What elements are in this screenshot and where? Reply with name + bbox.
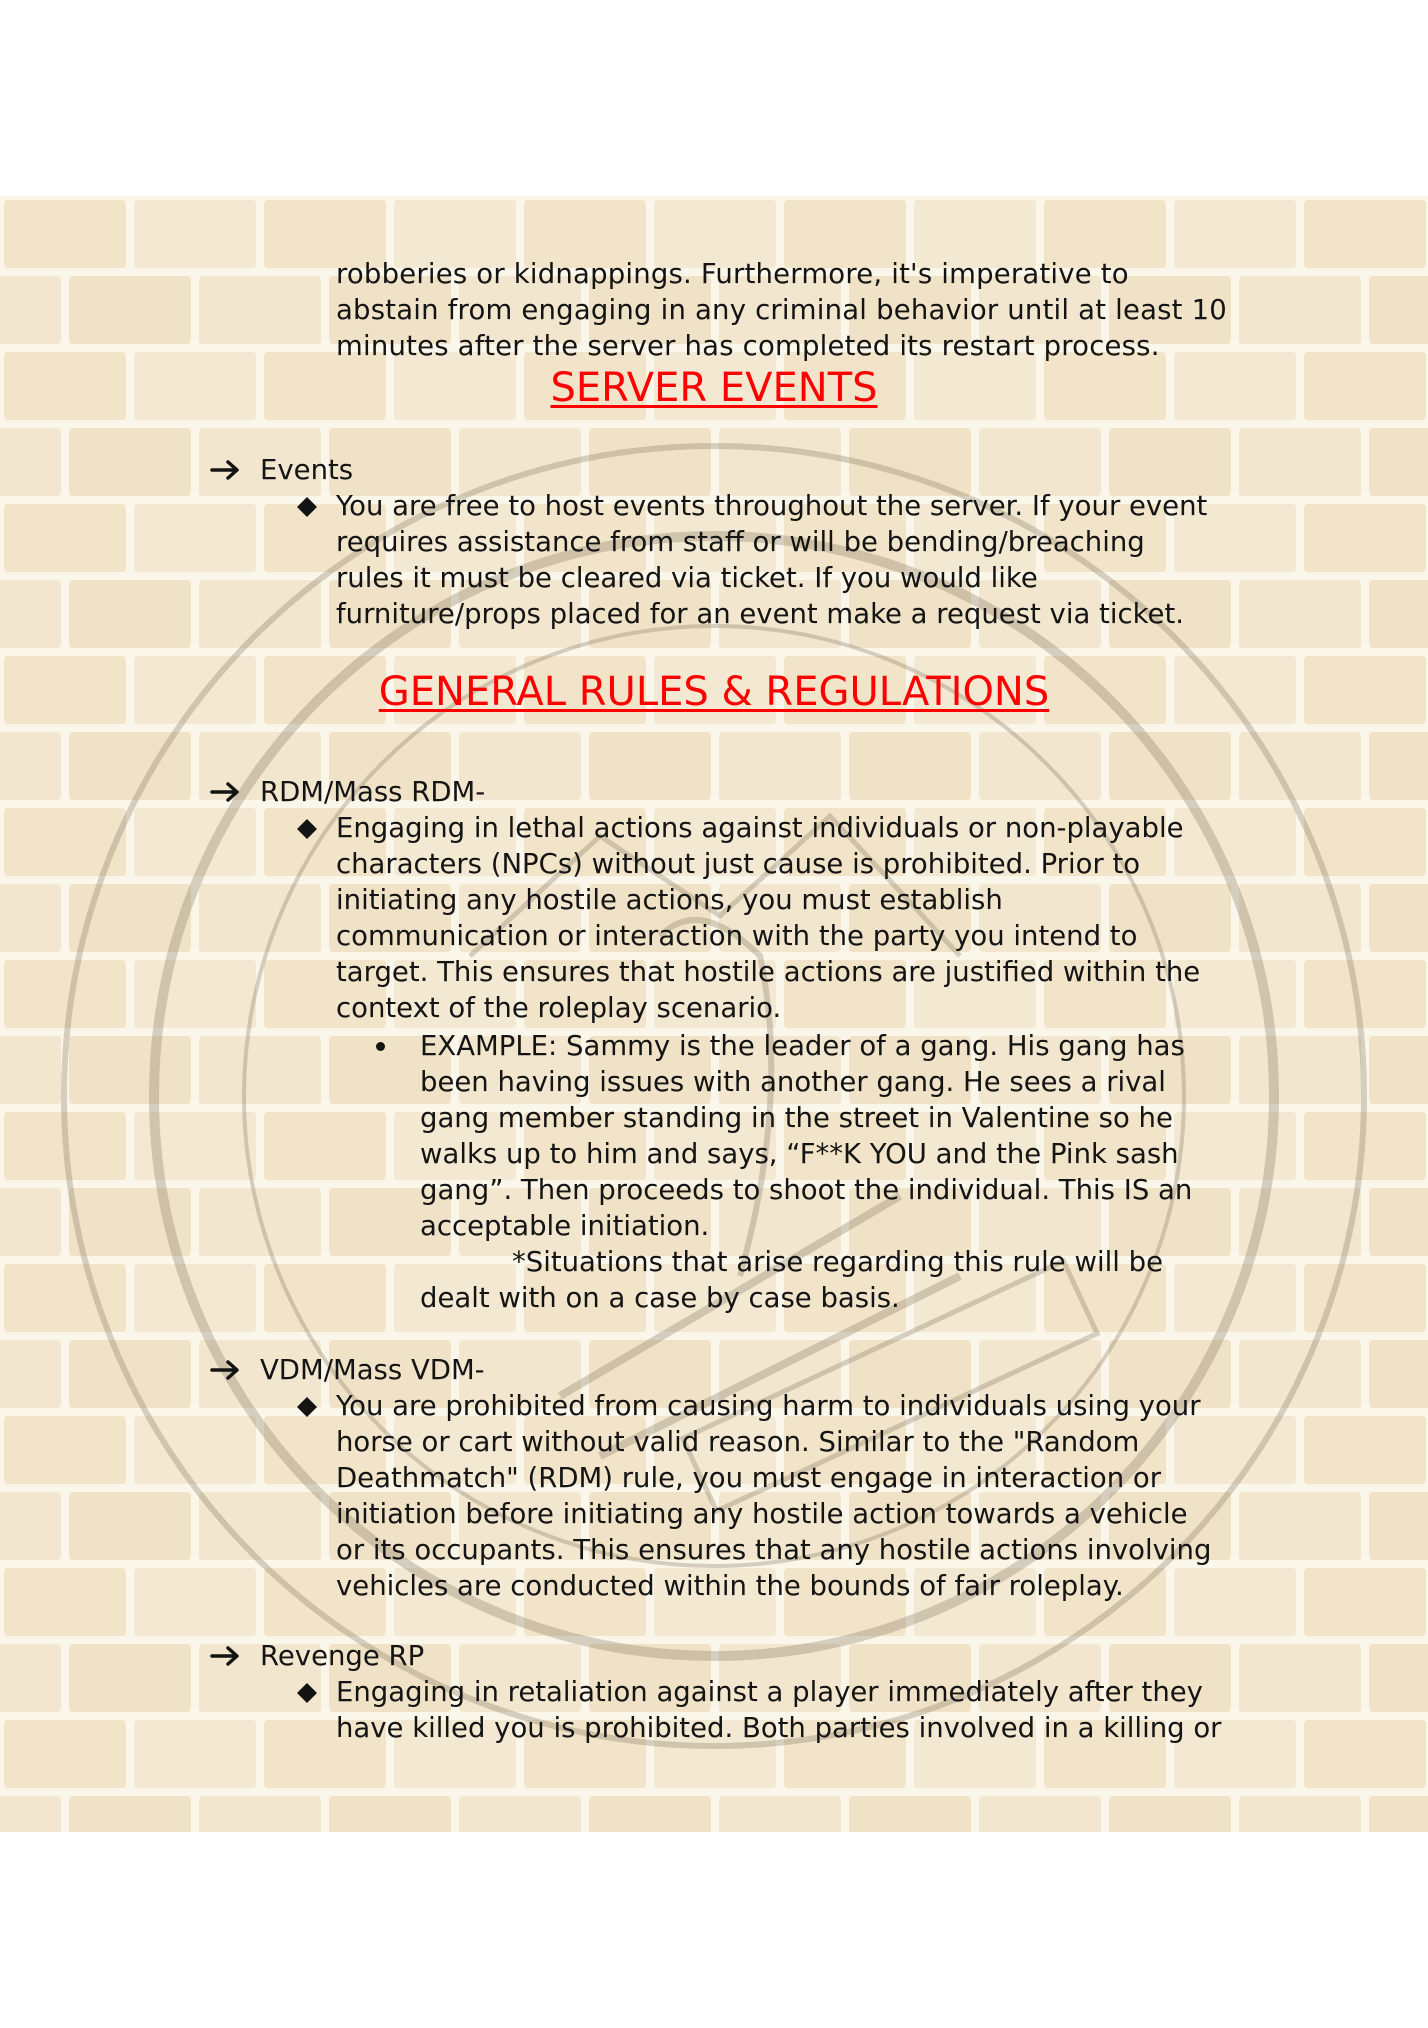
heading-server-events: SERVER EVENTS <box>550 365 878 411</box>
diamond-bullet-icon <box>296 1682 318 1704</box>
rdm-line: communication or interaction with the party you intend to <box>336 920 1138 952</box>
revenge-line: have killed you is prohibited. Both parties involved in a killing or <box>336 1712 1222 1744</box>
vdm-rule <box>296 1388 1296 1604</box>
arrow-right-icon <box>210 1359 242 1381</box>
example-line: EXAMPLE: Sammy is the leader of a gang. His gang has <box>420 1030 1185 1062</box>
dot-bullet-icon <box>376 1042 385 1051</box>
rdm-line: characters (NPCs) without just cause is prohibited. Prior to <box>336 848 1141 880</box>
intro-paragraph <box>336 256 1227 364</box>
example-line: acceptable initiation. <box>420 1210 710 1242</box>
events-rule <box>296 488 1296 632</box>
diamond-bullet-icon <box>296 818 318 840</box>
section-rdm-title <box>210 774 485 810</box>
vdm-title: VDM/Mass VDM- <box>260 1354 485 1386</box>
events-title: Events <box>260 454 354 486</box>
intro-line: minutes after the server has completed its restart process. <box>336 330 1160 362</box>
note-line: dealt with on a case by case basis. <box>420 1282 900 1314</box>
rdm-title: RDM/Mass RDM- <box>260 776 486 808</box>
intro-line: robberies or kidnappings. Furthermore, it's imperative to <box>336 258 1129 290</box>
vdm-line: or its occupants. This ensures that any hostile actions involving <box>336 1534 1212 1566</box>
events-line: rules it must be cleared via ticket. If you would like <box>336 562 1038 594</box>
rdm-example <box>376 1028 1296 1318</box>
rdm-line: Engaging in lethal actions against individuals or non-playable <box>336 812 1184 844</box>
revenge-line: Engaging in retaliation against a player immediately after they <box>336 1676 1203 1708</box>
revenge-title: Revenge RP <box>260 1640 425 1672</box>
arrow-right-icon <box>210 459 242 481</box>
diamond-bullet-icon <box>296 1396 318 1418</box>
revenge-rule <box>296 1674 1296 1746</box>
section-revenge-title <box>210 1638 424 1674</box>
note-line: *Situations that arise regarding this rule will be <box>512 1246 1163 1278</box>
heading-general-rules: GENERAL RULES & REGULATIONS <box>378 669 1050 715</box>
section-events-title <box>210 452 353 488</box>
arrow-right-icon <box>210 1645 242 1667</box>
vdm-line: Deathmatch" (RDM) rule, you must engage in interaction or <box>336 1462 1162 1494</box>
rdm-line: context of the roleplay scenario. <box>336 992 782 1024</box>
example-line: gang member standing in the street in Valentine so he <box>420 1102 1173 1134</box>
rdm-line: initiating any hostile actions, you must establish <box>336 884 1003 916</box>
intro-line: abstain from engaging in any criminal behavior until at least 10 <box>336 294 1228 326</box>
section-vdm-title <box>210 1352 485 1388</box>
events-line: furniture/props placed for an event make a request via ticket. <box>336 598 1184 630</box>
arrow-right-icon <box>210 781 242 803</box>
vdm-line: horse or cart without valid reason. Similar to the "Random <box>336 1426 1140 1458</box>
rdm-line: target. This ensures that hostile actions are justified within the <box>336 956 1201 988</box>
vdm-line: You are prohibited from causing harm to individuals using your <box>336 1390 1201 1422</box>
rdm-rule <box>296 810 1296 1026</box>
example-line: walks up to him and says, “F**K YOU and the Pink sash <box>420 1138 1179 1170</box>
example-line: been having issues with another gang. He sees a rival <box>420 1066 1166 1098</box>
diamond-bullet-icon <box>296 496 318 518</box>
events-line: You are free to host events throughout the server. If your event <box>336 490 1208 522</box>
vdm-line: vehicles are conducted within the bounds of fair roleplay. <box>336 1570 1124 1602</box>
events-line: requires assistance from staff or will be bending/breaching <box>336 526 1145 558</box>
example-line: gang”. Then proceeds to shoot the individual. This IS an <box>420 1174 1193 1206</box>
vdm-line: initiation before initiating any hostile action towards a vehicle <box>336 1498 1188 1530</box>
